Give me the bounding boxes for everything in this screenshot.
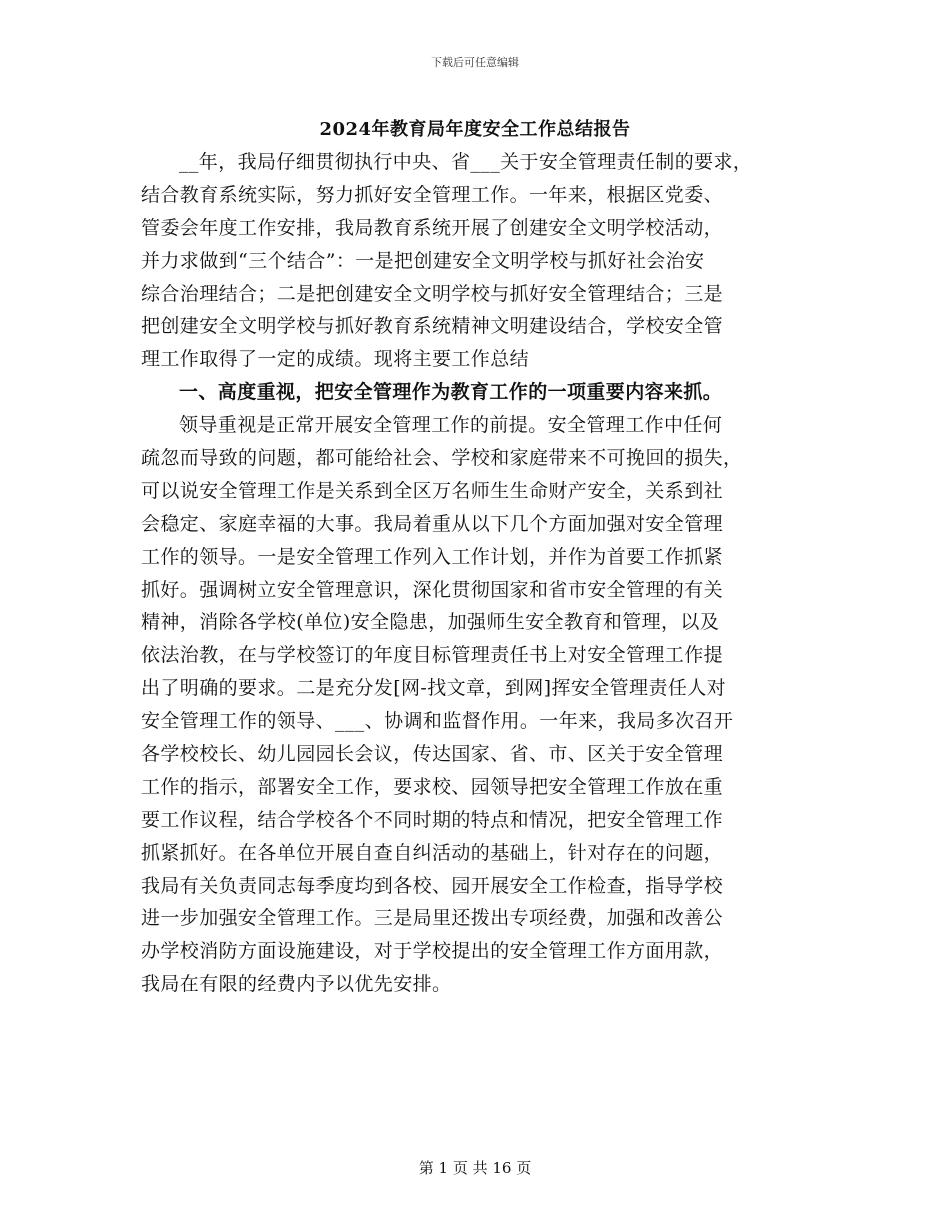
paragraph-line: 要工作议程，结合学校各个不同时期的特点和情况，把安全管理工作 xyxy=(141,808,724,831)
paragraph-line: 结合教育系统实际，努力抓好安全管理工作。一年来，根据区党委、 xyxy=(141,183,724,206)
header-note: 下载后可任意编辑 xyxy=(431,56,519,69)
paragraph-line: 工作的领导。一是安全管理工作列入工作计划，并作为首要工作抓紧 xyxy=(141,545,724,568)
paragraph-line: 理工作取得了一定的成绩。现将主要工作总结 xyxy=(141,348,530,371)
paragraph-line: 把创建安全文明学校与抓好教育系统精神文明建设结合，学校安全管 xyxy=(141,315,724,338)
paragraph-line: 可以说安全管理工作是关系到全区万名师生生命财产安全，关系到社 xyxy=(141,479,724,502)
paragraph-line: 工作的指示，部署安全工作，要求校、园领导把安全管理工作放在重 xyxy=(141,775,724,798)
paragraph-line: 综合治理结合；二是把创建安全文明学校与抓好安全管理结合；三是 xyxy=(141,282,724,305)
page-number-footer: 第 1 页 共 16 页 xyxy=(418,1159,532,1177)
paragraph-line: __年，我局仔细贯彻执行中央、省___关于安全管理责任制的要求， xyxy=(179,151,753,173)
paragraph-line: 并力求做到“三个结合”：一是把创建安全文明学校与抓好社会治安 xyxy=(141,249,705,272)
paragraph-line: 我局有关负责同志每季度均到各校、园开展安全工作检查，指导学校 xyxy=(141,874,724,897)
document-body xyxy=(141,146,821,1001)
paragraph-line: 我局在有限的经费内予以优先安排。 xyxy=(141,973,452,996)
paragraph-line: 疏忽而导致的问题，都可能给社会、学校和家庭带来不可挽回的损失， xyxy=(141,447,743,470)
paragraph-line: 出了明确的要求。二是充分发[网-找文章，到网]挥安全管理责任人对 xyxy=(141,677,727,700)
section-heading: 一、高度重视，把安全管理作为教育工作的一项重要内容来抓。 xyxy=(179,381,723,404)
paragraph-line: 管委会年度工作安排，我局教育系统开展了创建安全文明学校活动， xyxy=(141,216,724,239)
paragraph-line: 会稳定、家庭幸福的大事。我局着重从以下几个方面加强对安全管理 xyxy=(141,512,724,535)
paragraph-line: 安全管理工作的领导、___、协调和监督作用。一年来，我局多次召开 xyxy=(141,710,734,733)
paragraph-line: 进一步加强安全管理工作。三是局里还拨出专项经费，加强和改善公 xyxy=(141,907,724,930)
paragraph-line: 办学校消防方面设施建设，对于学校提出的安全管理工作方面用款， xyxy=(141,940,724,963)
paragraph-line: 依法治教，在与学校签订的年度目标管理责任书上对安全管理工作提 xyxy=(141,644,724,667)
paragraph-line: 抓紧抓好。在各单位开展自查自纠活动的基础上，针对存在的问题， xyxy=(141,841,724,864)
paragraph-line: 领导重视是正常开展安全管理工作的前提。安全管理工作中任何 xyxy=(179,414,723,437)
paragraph-line: 各学校校长、幼儿园园长会议，传达国家、省、市、区关于安全管理 xyxy=(141,743,724,766)
paragraph-line: 精神，消除各学校(单位)安全隐患，加强师生安全教育和管理，以及 xyxy=(141,611,720,634)
paragraph-line: 抓好。强调树立安全管理意识，深化贯彻国家和省市安全管理的有关 xyxy=(141,578,724,601)
document-title: 2024年教育局年度安全工作总结报告 xyxy=(319,119,631,140)
